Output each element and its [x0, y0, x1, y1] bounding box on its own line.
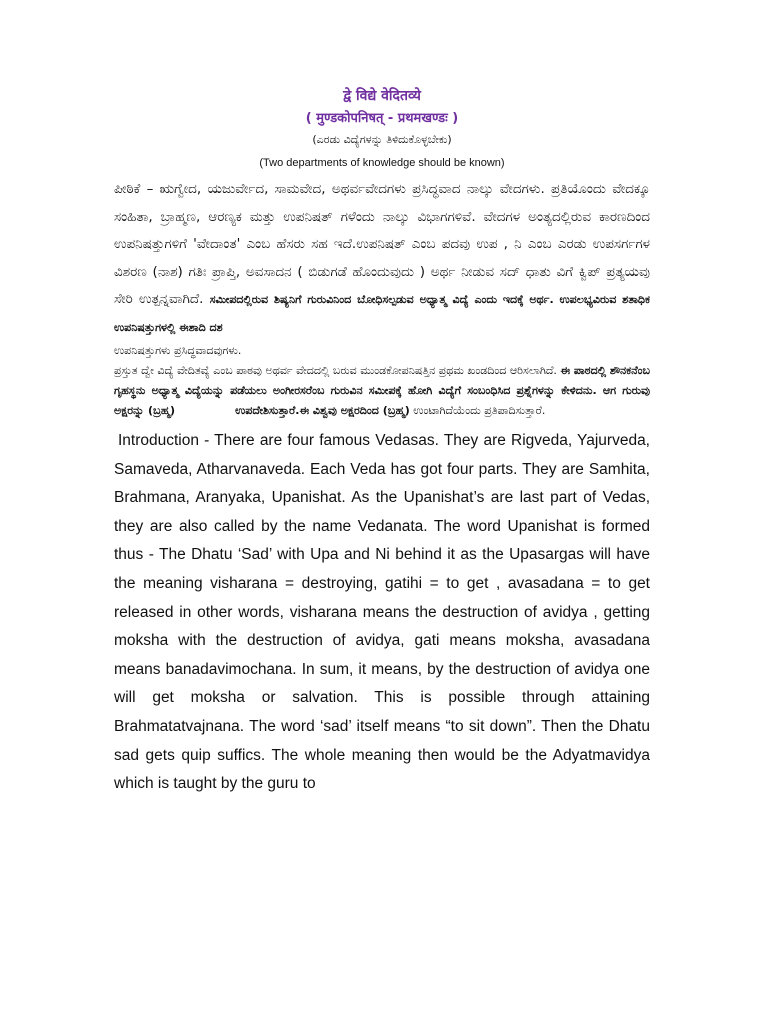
english-body-paragraph: Introduction - There are four famous Vedasas. They are Rigveda, Yajurveda, Samaveda, Atharvanaveda. Each Veda has got four parts. They are Samhita, Brahmana, Aranyaka, Upanishat. As the Upanishat’s are last part of Vedas, they are also called by the name Vedanata. The word Upanishat is formed thus - The Dhatu ‘Sad’ with Upa and Ni behind it as the Upasargas will have the meaning visharana = destroying, gatihi = to get , avasadana = to get released in other words, visharana means the destruction of avidya , getting moksha with the destruction of avidya, gati means moksha, avasadana means banadavimochana. In sum, it means, by the destruction of avidya one will get moksha or salvation. This is possible through attaining Brahmatatvajnana. The word ‘sad’ itself means “to sit down”. Then the Dhatu sad gets quip suffics. The whole meaning then would be the Adyatmavidya which is taught by the guru to	[114, 432, 650, 793]
kannada-second-paragraph	[114, 361, 650, 421]
english-subtitle: (Two departments of knowledge should be known)	[259, 157, 505, 169]
document-page	[114, 84, 650, 799]
kannada-second-bold: ಈ ಪಾಠದಲ್ಲಿ ಶೌನಕನೆಂಬ ಗೃಹಸ್ಥನು ಅಧ್ಯಾತ್ಮ ವಿದ್ಯೆಯನ್ನು ಪಡೆಯಲು ಅಂಗೀರಸರೆಂಬ ಗುರುವಿನ ಸಮೀಪಕ್ಕೆ ಹೋಗಿ ವಿದ್ಯೆಗೆ ಸಂಬಂಧಿಸಿದ ಪ್ರಶ್ನೆಗಳನ್ನು ಕೇಳಿದನು. ಆಗ ಗುರುವು ಅಕ್ಷರನ್ನು (ಬ್ರಹ್ಮ)	[114, 364, 650, 417]
kannada-second-tail: ಉಂಟಾಗಿದೆಯೆಂದು ಪ್ರತಿಪಾದಿಸುತ್ತಾರೆ.	[413, 404, 546, 417]
kannada-intro-paragraph	[114, 176, 650, 341]
page-title: द्वे विद्ये वेदितव्ये	[343, 88, 421, 104]
kannada-intro-tail: ಉಪನಿಷತ್ತುಗಳು ಪ್ರಸಿದ್ಧವಾದವುಗಳು.	[114, 344, 242, 357]
kannada-intro-text: ಪೀಠಿಕೆ – ಋಗ್ವೇದ, ಯಜುರ್ವೇದ, ಸಾಮವೇದ, ಅಥರ್ವವೇದಗಳು ಪ್ರಸಿದ್ಧವಾದ ನಾಲ್ಕು ವೇದಗಳು. ಪ್ರತಿಯೊಂದು ವೇದಕ್ಕೂ ಸಂಹಿತಾ, ಬ್ರಾಹ್ಮಣ, ಆರಣ್ಯಕ ಮತ್ತು ಉಪನಿಷತ್ ಗಳೆಂದು ನಾಲ್ಕು ವಿಭಾಗಗಳಿವೆ. ವೇದಗಳ ಅಂತ್ಯದಲ್ಲಿರುವ ಕಾರಣದಿಂದ ಉಪನಿಷತ್ತುಗಳಿಗೆ 'ವೇದಾಂತ' ಎಂಬ ಹೆಸರು ಸಹ ಇದೆ.ಉಪನಿಷತ್ ಎಂಬ ಪದವು ಉಪ , ನಿ ಎಂಬ ಎರಡು ಉಪಸರ್ಗಗಳ ವಿಶರಣ (ನಾಶ) ಗತಿಃ ಪ್ರಾಪ್ತಿ, ಅವಸಾದನ ( ಬಿಡುಗಡೆ ಹೊಂದುವುದು ) ಅರ್ಥ ನೀಡುವ ಸದ್ ಧಾತು ವಿಗೆ ಕ್ವಿಪ್ ಪ್ರತ್ಯಯವು ಸೇರಿ ಉತ್ಪನ್ನವಾಗಿದೆ.	[114, 181, 650, 307]
kannada-second-bold-2: ಉಪದೇಶಿಸುತ್ತಾರೆ.ಈ ವಿಶ್ವವು ಅಕ್ಷರದಿಂದ (ಬ್ರಹ್ಮ)	[235, 404, 410, 417]
kannada-second-text: ಪ್ರಸ್ತುತ ದ್ವೇ ವಿದ್ಯೆ ವೇದಿತವ್ಯೆ ಎಂಬ ಪಾಠವು ಅಥರ್ವ ವೇದದಲ್ಲಿ ಬರುವ ಮುಂಡಕೋಪನಿಷತ್ತಿನ ಪ್ರಥಮ ಖಂಡದಿಂದ ಆರಿಸಲಾಗಿದೆ.	[114, 364, 557, 377]
source-subtitle: ( मुण्डकोपनिषत् - प्रथमखण्डः )	[305, 111, 459, 126]
kannada-intro-bold: ಸಮೀಪದಲ್ಲಿರುವ ಶಿಷ್ಯನಿಗೆ ಗುರುವಿನಿಂದ ಬೋಧಿಸಲ್ಪಡುವ ಅಧ್ಯಾತ್ಮ ವಿದ್ಯೆ ಎಂದು ಇದಕ್ಕೆ ಅರ್ಥ. ಉಪಲಭ್ಯವಿರುವ ಶತಾಧಿಕ ಉಪನಿಷತ್ತುಗಳಲ್ಲಿ ಈಶಾದಿ ದಶ	[114, 293, 650, 334]
kannada-subtitle: (ಎರಡು ವಿದ್ಯೆಗಳನ್ನು ತಿಳಿದುಕೊಳ್ಳಬೇಕು)	[312, 133, 452, 146]
